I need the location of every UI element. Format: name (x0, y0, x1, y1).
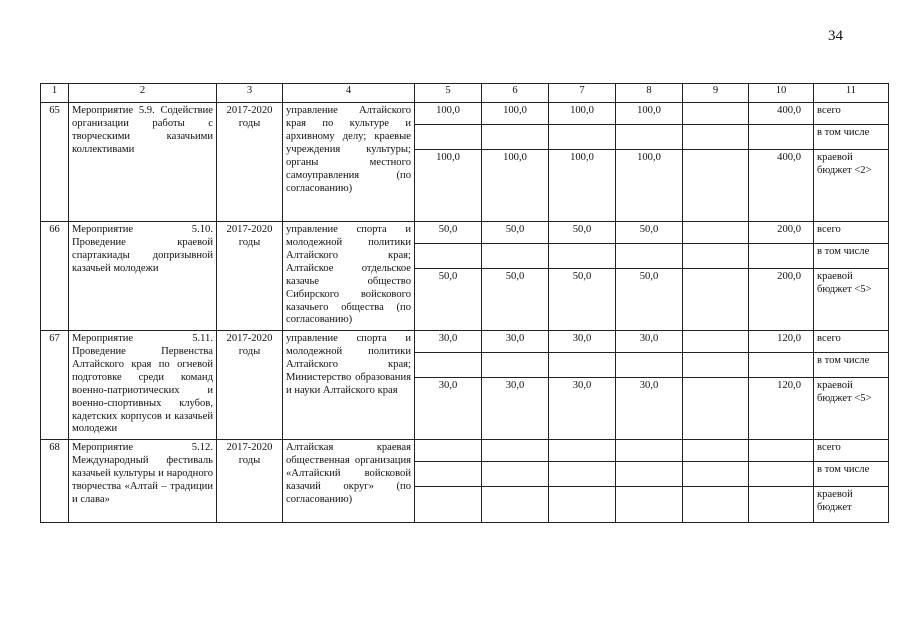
event-executor: управление Алтайского края по культуре и архивному делу; краевые учреждения культуры; органы местного самоуправления (по согласованию) (283, 103, 415, 222)
value-cell: 50,0 (415, 269, 482, 331)
table-row (41, 440, 889, 462)
total-cell (749, 487, 814, 523)
value-cell (415, 440, 482, 462)
budget-table (40, 83, 889, 523)
value-cell: 50,0 (415, 222, 482, 244)
source-cell: всего (814, 331, 889, 353)
value-cell (415, 353, 482, 378)
table-row (41, 222, 889, 244)
value-cell (616, 440, 683, 462)
value-cell (616, 353, 683, 378)
value-cell: 30,0 (616, 378, 683, 440)
event-name: Мероприятие 5.12. Международный фестиваль казачьей культуры и народного творчества «Алтай – традиции и слава» (69, 440, 217, 523)
source-cell: в том числе (814, 462, 889, 487)
value-cell (549, 462, 616, 487)
value-cell (482, 440, 549, 462)
value-cell: 50,0 (549, 222, 616, 244)
col-header: 5 (415, 84, 482, 103)
value-cell: 100,0 (415, 103, 482, 125)
col-header: 2 (69, 84, 217, 103)
col-header: 1 (41, 84, 69, 103)
col-header: 4 (283, 84, 415, 103)
value-cell: 30,0 (482, 378, 549, 440)
value-cell (549, 353, 616, 378)
value-cell (549, 440, 616, 462)
value-cell: 30,0 (616, 331, 683, 353)
value-cell (482, 125, 549, 150)
value-cell (616, 244, 683, 269)
value-cell: 100,0 (415, 150, 482, 222)
value-cell (683, 244, 749, 269)
value-cell (616, 462, 683, 487)
source-cell: краевой бюджет <5> (814, 269, 889, 331)
value-cell (683, 378, 749, 440)
value-cell (683, 440, 749, 462)
value-cell (549, 244, 616, 269)
value-cell (683, 103, 749, 125)
table-row (41, 103, 889, 125)
source-cell: в том числе (814, 125, 889, 150)
value-cell (683, 222, 749, 244)
value-cell (683, 331, 749, 353)
value-cell (616, 125, 683, 150)
source-cell: краевой бюджет <2> (814, 150, 889, 222)
value-cell: 30,0 (549, 378, 616, 440)
value-cell: 50,0 (549, 269, 616, 331)
value-cell: 100,0 (549, 103, 616, 125)
value-cell (683, 150, 749, 222)
col-header: 8 (616, 84, 683, 103)
source-cell: всего (814, 440, 889, 462)
total-cell (749, 353, 814, 378)
total-cell: 200,0 (749, 269, 814, 331)
value-cell: 30,0 (415, 378, 482, 440)
value-cell: 100,0 (616, 103, 683, 125)
total-cell (749, 462, 814, 487)
value-cell (616, 487, 683, 523)
value-cell: 50,0 (482, 269, 549, 331)
row-number: 66 (41, 222, 69, 331)
value-cell: 30,0 (415, 331, 482, 353)
value-cell (482, 462, 549, 487)
value-cell (482, 487, 549, 523)
row-number: 65 (41, 103, 69, 222)
event-years: 2017-2020 годы (217, 440, 283, 523)
total-cell (749, 125, 814, 150)
col-header: 9 (683, 84, 749, 103)
value-cell (415, 244, 482, 269)
value-cell (482, 353, 549, 378)
event-executor: Алтайская краевая общественная организация «Алтайский войсковой казачий округ» (по согласованию) (283, 440, 415, 523)
value-cell: 30,0 (482, 331, 549, 353)
total-cell (749, 440, 814, 462)
total-cell: 120,0 (749, 378, 814, 440)
source-cell: в том числе (814, 244, 889, 269)
source-cell: краевой бюджет (814, 487, 889, 523)
event-name: Мероприятие 5.11. Проведение Первенства Алтайского края по огневой подготовке среди команд военно-патриотических и военно-спортивных клубов, кадетских корпусов и казачьей молодежи (69, 331, 217, 440)
value-cell: 50,0 (482, 222, 549, 244)
value-cell (683, 269, 749, 331)
value-cell: 100,0 (616, 150, 683, 222)
value-cell (683, 487, 749, 523)
value-cell: 100,0 (549, 150, 616, 222)
value-cell (683, 462, 749, 487)
total-cell: 400,0 (749, 150, 814, 222)
col-header: 10 (749, 84, 814, 103)
col-header: 6 (482, 84, 549, 103)
row-number: 68 (41, 440, 69, 523)
value-cell (683, 353, 749, 378)
value-cell: 100,0 (482, 103, 549, 125)
value-cell: 50,0 (616, 269, 683, 331)
value-cell (415, 125, 482, 150)
event-name: Мероприятие 5.9. Содействие организации работы с творческими казачьими коллективами (69, 103, 217, 222)
event-years: 2017-2020 годы (217, 222, 283, 331)
source-cell: всего (814, 103, 889, 125)
total-cell: 400,0 (749, 103, 814, 125)
value-cell (415, 462, 482, 487)
source-cell: краевой бюджет <5> (814, 378, 889, 440)
event-executor: управление спорта и молодежной политики Алтайского края; Алтайское отдельское казачье общество Сибирского войскового казачьего общества (по согласованию) (283, 222, 415, 331)
event-years: 2017-2020 годы (217, 331, 283, 440)
value-cell (482, 244, 549, 269)
source-cell: в том числе (814, 353, 889, 378)
total-cell (749, 244, 814, 269)
event-years: 2017-2020 годы (217, 103, 283, 222)
event-name: Мероприятие 5.10. Проведение краевой спартакиады допризывной казачьей молодежи (69, 222, 217, 331)
value-cell: 100,0 (482, 150, 549, 222)
col-header: 7 (549, 84, 616, 103)
value-cell: 50,0 (616, 222, 683, 244)
event-executor: управление спорта и молодежной политики Алтайского края; Министерство образования и науки Алтайского края (283, 331, 415, 440)
value-cell: 30,0 (549, 331, 616, 353)
table-row (41, 331, 889, 353)
total-cell: 200,0 (749, 222, 814, 244)
value-cell (549, 487, 616, 523)
col-header: 3 (217, 84, 283, 103)
header-row (41, 84, 889, 103)
row-number: 67 (41, 331, 69, 440)
page-number: 34 (828, 28, 843, 44)
value-cell (683, 125, 749, 150)
value-cell (415, 487, 482, 523)
col-header: 11 (814, 84, 889, 103)
value-cell (549, 125, 616, 150)
total-cell: 120,0 (749, 331, 814, 353)
source-cell: всего (814, 222, 889, 244)
